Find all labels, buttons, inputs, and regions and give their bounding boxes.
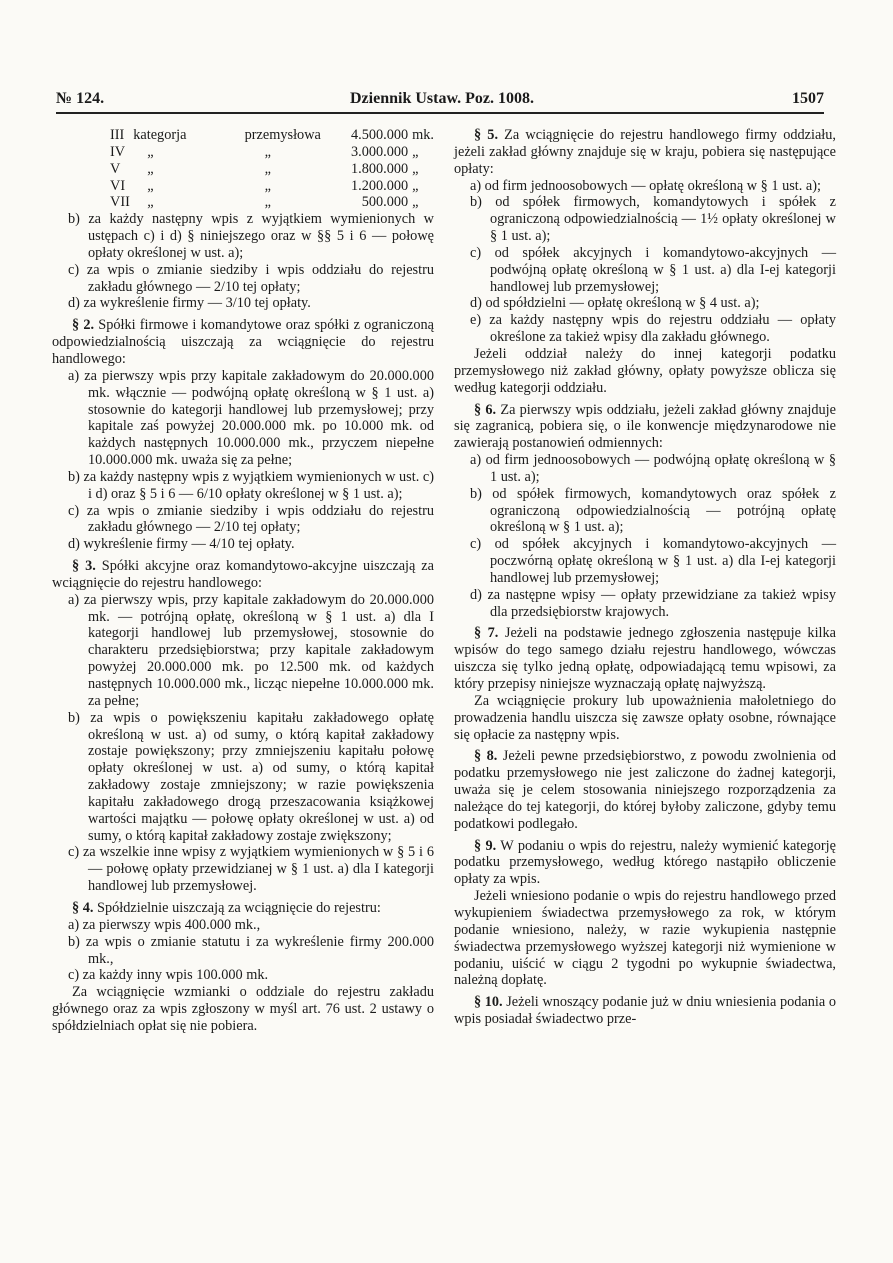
category-row: III kategorja przemysłowa 4.500.000 mk. [110, 127, 434, 143]
section-10: § 10. Jeżeli wnoszący podanie już w dniu wniesienia podania o wpis posiadał świadectwo prze- [454, 994, 836, 1028]
s6-item-b: b) od spółek firmowych, komandytowych oraz spółek z ograniczoną odpowiedzialnością — potrójną opłatę określoną w § 1 ust. a); [470, 485, 836, 536]
section-9-note: Jeżeli wniesiono podanie o wpis do rejestru handlowego przed wykupieniem świadectwa przemysłowego za rok, w którym podanie wniesiono, należy, w razie wykupienia następnie świadectwa przemysłowego wyższej kategorji niż wymienione w podaniu, uiścić w ciągu 2 tygodni po wykupnie świadectwa, należną dopłatę. [454, 888, 836, 989]
s1-item-c: c) za wpis o zmianie siedziby i wpis oddziału do rejestru zakładu głównego — 2/10 tej opłaty; [68, 261, 434, 295]
page-header [56, 88, 824, 112]
section-10-heading: § 10. [474, 994, 503, 1011]
section-9-heading: § 9. [474, 837, 497, 854]
section-8-heading: § 8. [474, 748, 498, 765]
s3-item-b: b) za wpis o powiększeniu kapitału zakładowego opłatę określoną w ust. a) od sumy, o którą kapitał zakładowy zostaje powiększony; przy zmniejszeniu kapitału połowę opłaty określonej w ust. a) od sumy, o którą kapitał zakładowy zostaje zmniejszony; w razie powiększenia kapitału zakładowego drogą przeszacowania książkowej wartości majątku — połowę opłaty określonej w ust. a) od sumy, o którą kapitał zakładowy zostaje zwiększony; [68, 709, 434, 844]
section-2-heading: § 2. [72, 317, 95, 334]
section-5-heading: § 5. [474, 127, 499, 143]
s6-item-d: d) za następne wpisy — opłaty przewidziane za takież wpisy dla przedsiębiorstw krajowych. [470, 586, 836, 620]
right-column [454, 127, 836, 1028]
journal-title: Dziennik Ustaw. Poz. 1008. [350, 90, 534, 107]
section-7-note: Za wciągnięcie prokury lub upoważnienia małoletniego do prowadzenia handlu uiszcza się zawsze opłaty osobne, równające się opłacie za następny wpis. [454, 692, 836, 743]
section-6-heading: § 6. [474, 401, 497, 418]
s2-item-d: d) wykreślenie firmy — 4/10 tej opłaty. [68, 536, 295, 553]
s5-item-b: b) od spółek firmowych, komandytowych i spółek z ograniczoną odpowiedzialnością — 1½ opłaty określonej w § 1 ust. a); [470, 194, 836, 245]
section-7: § 7. Jeżeli na podstawie jednego zgłoszenia następuje kilka wpisów do tego samego działu rejestru handlowego, wówczas uiszcza się tylko jedną opłatę, odpowiadającą temu wpisowi, za który przepisy niniejsze wyznaczają opłatę najwyższą. [454, 625, 837, 692]
s2-item-b: b) za każdy następny wpis z wyjątkiem wymienionych w ust. c) i d) oraz § 5 i 6 — 6/10 opłaty określonej w § 1 ust. a); [68, 468, 434, 502]
section-9: § 9. W podaniu o wpis do rejestru, należy wymienić kategorję podatku przemysłowego, według którego nastąpiło obliczenie opłaty za wpis. [454, 837, 836, 888]
section-3-heading: § 3. [72, 558, 96, 575]
section-5-note: Jeżeli oddział należy do innej kategorji podatku przemysłowego niż zakład główny, opłaty powyższe oblicza się według kategorji oddziału. [454, 345, 836, 396]
s3-item-a: a) za pierwszy wpis, przy kapitale zakładowym do 20.000.000 mk. — potrójną opłatę, określoną w § 1 ust. a) dla I kategorji handlowej lub przemysłowej, stosownie do charakteru przedsiębiorstwa; przy kapitale zakładowym powyżej 20.000.000 mk. po 12.500 mk. od każdych następnych 10.000.000 mk., licząc niepełne 10.000.000 mk. za pełne; [68, 591, 434, 709]
section-3: § 3. Spółki akcyjne oraz komandytowo-akcyjne uiszczają za wciągnięcie do rejestru handlowego: [52, 558, 434, 591]
s5-item-e: e) za każdy następny wpis do rejestru oddziału — opłaty określone za takież wpisy dla zakładu głównego. [470, 312, 836, 346]
section-5: § 5. Za wciągnięcie do rejestru handlowego firmy oddziału, jeżeli zakład główny znajduje się w kraju, pobiera się następujące opłaty: [454, 127, 836, 177]
s4-item-c: c) za każdy inny wpis 100.000 mk. [68, 967, 269, 984]
section-4-heading: § 4. [72, 899, 94, 916]
s3-item-c: c) za wszelkie inne wpisy z wyjątkiem wymienionych w § 5 i 6 — połowę opłaty przewidzianej w § 1 ust. a) dla I kategorji handlowej lub przemysłowej. [68, 844, 434, 895]
s1-item-d: d) za wykreślenie firmy — 3/10 tej opłaty. [68, 295, 311, 312]
section-7-heading: § 7. [474, 625, 499, 642]
section-8: § 8. Jeżeli pewne przedsiębiorstwo, z powodu zwolnienia od podatku przemysłowego nie jest zaliczone do żadnej kategorji, uważa się je celem stosowania niniejszego rozporządzenia za należące do tej kategorji, do której byłoby zaliczone, gdyby temu podatkowi podlegało. [454, 748, 836, 832]
s1-item-b: b) za każdy następny wpis z wyjątkiem wymienionych w ustępach c) i d) § niniejszego oraz w §§ 5 i 6 — połowę opłaty określonej w ust. a); [68, 211, 434, 261]
category-row: VII „ „ 500.000 „ [110, 194, 419, 211]
s5-item-d: d) od spółdzielni — opłatę określoną w § 4 ust. a); [470, 295, 760, 312]
section-4: § 4. Spółdzielnie uiszczają za wciągnięcie do rejestru: [72, 899, 381, 916]
category-table [110, 127, 434, 211]
header-rule [56, 112, 824, 114]
left-column [52, 127, 434, 1035]
section-2: § 2. Spółki firmowe i komandytowe oraz spółki z ograniczoną odpowiedzialnością uiszczają za wciągnięcie do rejestru handlowego: [52, 317, 435, 367]
category-row: VI „ „ 1.200.000 „ [110, 177, 419, 194]
s4-item-a: a) za pierwszy wpis 400.000 mk., [68, 916, 261, 933]
s6-item-a: a) od firm jednoosobowych — podwójną opłatę określoną w § 1 ust. a); [470, 452, 836, 485]
category-row: V „ „ 1.800.000 „ [110, 160, 419, 177]
s5-item-a: a) od firm jednoosobowych — opłatę określoną w § 1 ust. a); [470, 177, 821, 194]
s5-item-c: c) od spółek akcyjnych i komandytowo-akcyjnych — podwójną opłatę określoną w § 1 ust. a) dla I-ej kategorji handlowej lub przemysłowej; [470, 244, 836, 295]
s2-item-a: a) za pierwszy wpis przy kapitale zakładowym do 20.000.000 mk. włącznie — podwójną opłatę określoną w § 1 ust. a) stosownie do kategorji handlowej lub przemysłowej; przy kapitale zaś powyżej 20.000.000 mk. po 10.000 mk. od każdych następnych 10.000.000 mk., przyczem niepełne 10.000.000 mk. uważa się za pełne; [68, 367, 434, 469]
category-row: IV „ „ 3.000.000 „ [110, 143, 419, 160]
s4-item-b: b) za wpis o zmianie statutu i za wykreślenie firmy 200.000 mk., [68, 933, 434, 967]
page-number: 1507 [792, 90, 824, 107]
s6-item-c: c) od spółek akcyjnych i komandytowo-akcyjnych — poczwórną opłatę określoną w § 1 ust. a) dla I-ej kategorji handlowej lub przemysłowej; [470, 536, 836, 586]
issue-number: № 124. [56, 90, 105, 107]
s2-item-c: c) za wpis o zmianie siedziby i wpis oddziału do rejestru zakładu głównego — 2/10 tej opłaty; [68, 502, 434, 536]
section-6: § 6. Za pierwszy wpis oddziału, jeżeli zakład główny znajduje się zagranicą, pobiera się, o ile konwencje międzynarodowe nie zawierają postanowień odmiennych: [454, 401, 836, 452]
section-4-note: Za wciągnięcie wzmianki o oddziale do rejestru zakładu głównego oraz za wpis zgłoszony w myśl art. 76 ust. 2 ustawy o spółdzielniach opłat się nie pobiera. [52, 984, 434, 1034]
